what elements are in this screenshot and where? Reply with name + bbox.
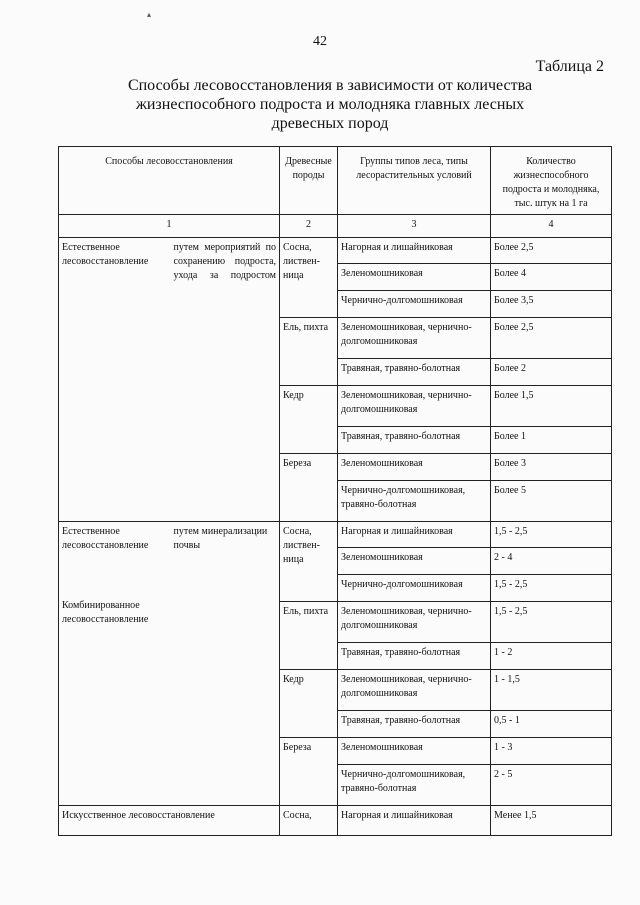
species-cell: Береза xyxy=(280,738,338,806)
quantity-cell: 2 - 5 xyxy=(491,765,612,806)
method-cell xyxy=(59,522,171,806)
species-cell: Ель, пихта xyxy=(280,602,338,670)
scan-speck: ▴ xyxy=(147,10,152,19)
group-cell: Нагорная и лишайниковая xyxy=(338,238,491,264)
group-cell: Чернично-долгомошниковая xyxy=(338,575,491,602)
submethod-cell: путем мероприятий по сохранению подроста, ухода за подростом xyxy=(171,238,280,522)
quantity-cell: Более 2,5 xyxy=(491,318,612,359)
group-cell: Зеленомошниковая, чернично-долгомошниковая xyxy=(338,386,491,427)
species-cell: Сосна, листвен-ница xyxy=(280,522,338,602)
species-cell: Кедр xyxy=(280,670,338,738)
column-number: 2 xyxy=(280,215,338,238)
quantity-cell: 1 - 1,5 xyxy=(491,670,612,711)
header-groups: Группы типов леса, типы лесорастительных условий xyxy=(338,147,491,215)
group-cell: Чернично-долгомошниковая, травяно-болотная xyxy=(338,765,491,806)
group-cell: Зеленомошниковая, чернично-долгомошниковая xyxy=(338,318,491,359)
group-cell: Травяная, травяно-болотная xyxy=(338,427,491,454)
method-natural: Естественное лесовосстановление xyxy=(62,526,149,551)
species-cell: Береза xyxy=(280,454,338,522)
group-cell: Травяная, травяно-болотная xyxy=(338,711,491,738)
quantity-cell: Более 5 xyxy=(491,481,612,522)
group-cell: Зеленомошниковая, чернично-долгомошниковая xyxy=(338,670,491,711)
column-number-row xyxy=(59,215,612,238)
header-species: Древесные породы xyxy=(280,147,338,215)
page-title: Способы лесовосстановления в зависимости от количества жизнеспособного подроста и молодняка главных лесных древесных пород xyxy=(127,77,533,132)
quantity-cell: 1,5 - 2,5 xyxy=(491,575,612,602)
method-cell: Естественное лесовосстановление xyxy=(59,238,171,522)
group-cell: Зеленомошниковая xyxy=(338,454,491,481)
group-cell: Зеленомошниковая, чернично-долгомошниковая xyxy=(338,602,491,643)
quantity-cell: Более 1,5 xyxy=(491,386,612,427)
group-cell: Нагорная и лишайниковая xyxy=(338,522,491,548)
page-number: 42 xyxy=(313,34,327,49)
reforestation-table xyxy=(58,146,612,836)
quantity-cell: Более 4 xyxy=(491,264,612,291)
table-row xyxy=(59,806,612,836)
quantity-cell: Более 2,5 xyxy=(491,238,612,264)
quantity-cell: Более 2 xyxy=(491,359,612,386)
quantity-cell: 1 - 3 xyxy=(491,738,612,765)
species-cell: Ель, пихта xyxy=(280,318,338,386)
quantity-cell: Более 1 xyxy=(491,427,612,454)
species-cell: Кедр xyxy=(280,386,338,454)
header-methods: Способы лесовосстановления xyxy=(59,147,280,215)
submethod-cell: путем минерализации почвы xyxy=(171,522,280,806)
method-cell: Искусственное лесовосстановление xyxy=(59,806,280,836)
quantity-cell: 0,5 - 1 xyxy=(491,711,612,738)
group-cell: Нагорная и лишайниковая xyxy=(338,806,491,836)
group-cell: Чернично-долгомошниковая, травяно-болотная xyxy=(338,481,491,522)
quantity-cell: Более 3 xyxy=(491,454,612,481)
table-row xyxy=(59,522,612,548)
group-cell: Зеленомошниковая xyxy=(338,738,491,765)
species-cell: Сосна, xyxy=(280,806,338,836)
group-cell: Зеленомошниковая xyxy=(338,548,491,575)
group-cell: Зеленомошниковая xyxy=(338,264,491,291)
header-quantity: Количество жизнеспособного подроста и молодняка, тыс. штук на 1 га xyxy=(491,147,612,215)
column-number: 4 xyxy=(491,215,612,238)
table-row xyxy=(59,238,612,264)
method-combined: Комбинированное лесовосстановление xyxy=(62,600,149,625)
table-label: Таблица 2 xyxy=(535,58,604,75)
quantity-cell: 1,5 - 2,5 xyxy=(491,602,612,643)
quantity-cell: 2 - 4 xyxy=(491,548,612,575)
quantity-cell: Менее 1,5 xyxy=(491,806,612,836)
species-cell: Сосна, листвен-ница xyxy=(280,238,338,318)
quantity-cell: Более 3,5 xyxy=(491,291,612,318)
group-cell: Травяная, травяно-болотная xyxy=(338,359,491,386)
table-header-row xyxy=(59,147,612,215)
group-cell: Травяная, травяно-болотная xyxy=(338,643,491,670)
quantity-cell: 1,5 - 2,5 xyxy=(491,522,612,548)
method-gap xyxy=(62,553,168,599)
column-number: 3 xyxy=(338,215,491,238)
quantity-cell: 1 - 2 xyxy=(491,643,612,670)
group-cell: Чернично-долгомошниковая xyxy=(338,291,491,318)
column-number: 1 xyxy=(59,215,280,238)
